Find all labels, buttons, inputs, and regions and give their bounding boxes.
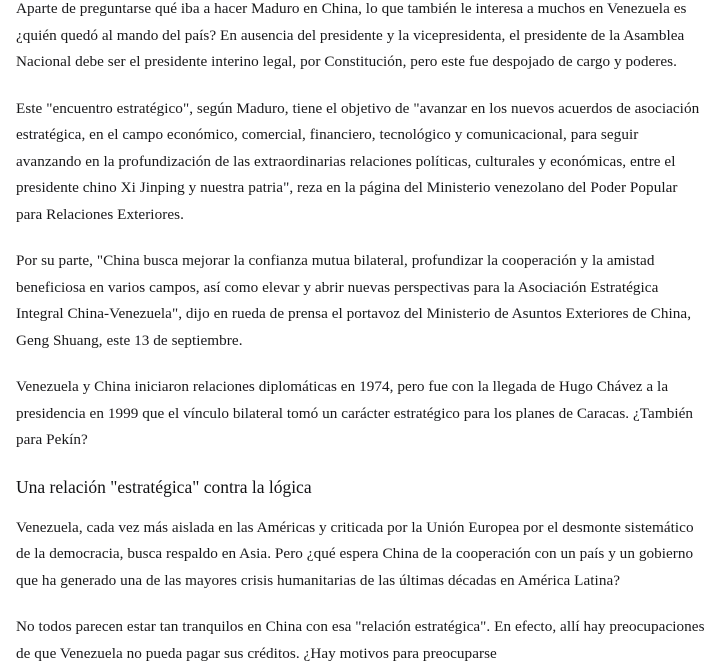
paragraph-5: Venezuela, cada vez más aislada en las Américas y criticada por la Unión Europea por el desmonte sistemático de la democracia, busca respaldo en Asia. Pero ¿qué espera China de la cooperación con un país y un gobierno que ha generado una de las mayores crisis humanitarias de las últimas décadas en América Latina? xyxy=(16,518,694,589)
paragraph-4: Venezuela y China iniciaron relaciones diplomáticas en 1974, pero fue con la llegada de Hugo Chávez a la presidencia en 1999 que el vínculo bilateral tomó un carácter estratégico para los planes de Caracas. ¿También para Pekín? xyxy=(16,378,694,448)
paragraph-1: Aparte de preguntarse qué iba a hacer Maduro en China, lo que también le interesa a muchos en Venezuela es ¿quién quedó al mando del país? En ausencia del presidente y la vicepresidenta, el presidente de la Asamblea Nacional debe ser el presidente interino legal, por Constitución, pero este fue despojado de cargo y poderes. xyxy=(16,0,687,70)
paragraph-2: Este "encuentro estratégico", según Maduro, tiene el objetivo de "avanzar en los nuevos acuerdos de asociación estratégica, en el campo económico, comercial, financiero, tecnológico y comunicacional, para seguir avanzando en la profundización de las extraordinarias relaciones políticas, culturales y económicas, entre el presidente chino Xi Jinping y nuestra patria", reza en la página del Ministerio venezolano del Poder Popular para Relaciones Exteriores. xyxy=(16,99,700,223)
paragraph-6: No todos parecen estar tan tranquilos en China con esa "relación estratégica". En efecto, allí hay preocupaciones de que Venezuela no pueda pagar sus créditos. ¿Hay motivos para preocuparse xyxy=(16,618,705,662)
paragraph-3: Por su parte, "China busca mejorar la confianza mutua bilateral, profundizar la cooperación y la amistad beneficiosa en varios campos, así como elevar y abrir nuevas perspectivas para la Asociación Estratégica Integral China-Venezuela", dijo en rueda de prensa el portavoz del Ministerio de Asuntos Exteriores de China, Geng Shuang, este 13 de septiembre. xyxy=(16,252,692,349)
section-subheading: Una relación "estratégica" contra la lógica xyxy=(16,476,312,497)
